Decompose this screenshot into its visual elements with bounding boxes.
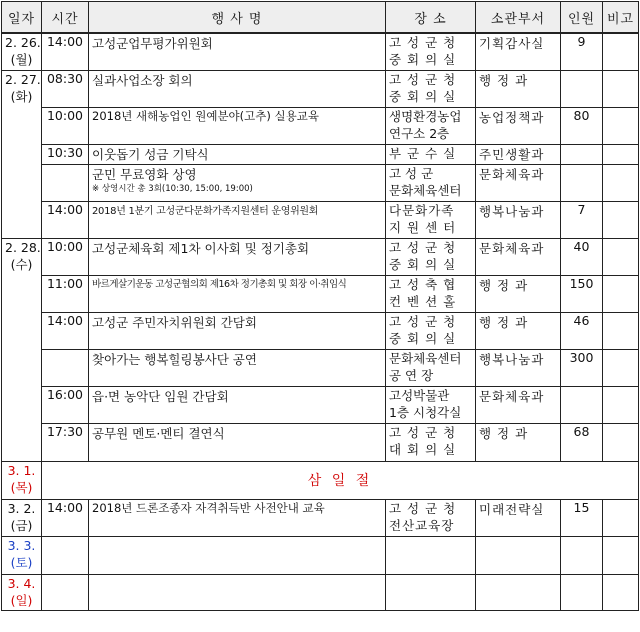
table-row: [2, 423, 639, 461]
note-cell: [603, 312, 639, 349]
venue-cell: [386, 275, 476, 312]
table-row: [2, 349, 639, 386]
count-cell: 300: [561, 349, 603, 386]
venue-line: 고 성 군 청: [389, 424, 457, 440]
time-cell: [42, 574, 89, 610]
event-cell: 이웃돕기 성금 기탁식: [89, 144, 386, 164]
date-cell: [2, 238, 42, 461]
table-row: [2, 574, 639, 610]
event-cell: 고성군체육회 제1차 이사회 및 정기총회: [89, 238, 386, 275]
venue-cell: [386, 107, 476, 144]
event-cell: [89, 574, 386, 610]
time-cell: 08:30: [42, 70, 89, 107]
note-cell: [603, 499, 639, 536]
time-cell: 17:30: [42, 423, 89, 461]
table-row: [2, 312, 639, 349]
dept-cell: 행복나눔과: [476, 201, 561, 238]
venue-line: 생명환경농업: [389, 108, 462, 124]
venue-line: 고 성 군 청: [389, 71, 457, 87]
venue-line: 지 원 센 터: [389, 219, 457, 235]
date-cell: [2, 574, 42, 610]
event-cell: [89, 536, 386, 574]
count-cell: 15: [561, 499, 603, 536]
venue-line: 중 회 의 실: [389, 88, 457, 104]
venue-cell: [386, 164, 476, 201]
venue-line: 중 회 의 실: [389, 330, 457, 346]
weekday: (일): [10, 592, 33, 608]
time-cell: 14:00: [42, 201, 89, 238]
schedule-table: [1, 1, 639, 611]
venue-line: 연구소 2층: [389, 125, 450, 141]
time-cell: 16:00: [42, 386, 89, 423]
dept-cell: 기획감사실: [476, 33, 561, 70]
weekday: (금): [10, 517, 33, 533]
note-cell: [603, 238, 639, 275]
note-cell: [603, 33, 639, 70]
dept-cell: 행 정 과: [476, 275, 561, 312]
dept-cell: [476, 536, 561, 574]
note-cell: [603, 349, 639, 386]
count-cell: 68: [561, 423, 603, 461]
table-row: [2, 164, 639, 201]
screening-note: ※ 상영시간 총 3회(10:30, 15:00, 19:00): [92, 183, 253, 194]
time-cell: 11:00: [42, 275, 89, 312]
count-cell: [561, 536, 603, 574]
note-cell: [603, 70, 639, 107]
time-cell: 14:00: [42, 33, 89, 70]
venue-line: 1층 시청각실: [389, 404, 462, 420]
count-cell: 40: [561, 238, 603, 275]
table-row: [2, 536, 639, 574]
time-cell: 14:00: [42, 499, 89, 536]
venue-cell: [386, 423, 476, 461]
venue-line: 고 성 군 청: [389, 239, 457, 255]
venue-line: 중 회 의 실: [389, 256, 457, 272]
venue-line: 전산교육장: [389, 517, 455, 533]
dept-cell: 행 정 과: [476, 423, 561, 461]
header-count: 인원: [561, 2, 603, 34]
dept-cell: 미래전략실: [476, 499, 561, 536]
dept-cell: 문화체육과: [476, 386, 561, 423]
count-cell: 46: [561, 312, 603, 349]
venue-cell: [386, 349, 476, 386]
header-venue: 장 소: [386, 2, 476, 34]
count-cell: [561, 70, 603, 107]
venue-line: 고 성 군 청: [389, 35, 457, 50]
event-cell: 읍·면 농악단 임원 간담회: [89, 386, 386, 423]
venue-cell: [386, 536, 476, 574]
dept-cell: 주민생활과: [476, 144, 561, 164]
date-cell: [2, 33, 42, 70]
dept-cell: 행 정 과: [476, 70, 561, 107]
venue-cell: [386, 386, 476, 423]
date-line: 2. 27.: [5, 71, 41, 87]
event-cell: 2018년 새해농업인 원예분야(고추) 실용교육: [89, 107, 386, 144]
count-cell: 7: [561, 201, 603, 238]
venue-cell: [386, 312, 476, 349]
date-cell: [2, 461, 42, 499]
count-cell: [561, 144, 603, 164]
event-cell: 찾아가는 행복힐링봉사단 공연: [89, 349, 386, 386]
table-row: [2, 144, 639, 164]
venue-line: 고 성 군 청: [389, 500, 457, 516]
header-event: 행 사 명: [89, 2, 386, 34]
header-note: 비고: [603, 2, 639, 34]
time-cell: [42, 536, 89, 574]
count-cell: 9: [561, 33, 603, 70]
note-cell: [603, 386, 639, 423]
table-row: [2, 386, 639, 423]
dept-cell: 행 정 과: [476, 312, 561, 349]
note-cell: [603, 164, 639, 201]
venue-line: 다문화가족: [389, 202, 455, 218]
note-cell: [603, 275, 639, 312]
date-line: 3. 1.: [7, 462, 36, 478]
weekday: (수): [10, 256, 33, 272]
date-line: 3. 2.: [7, 500, 36, 516]
note-cell: [603, 144, 639, 164]
weekday: (월): [10, 52, 33, 67]
venue-line: 고성박물관: [389, 387, 450, 403]
header-row: [2, 2, 639, 34]
count-cell: 80: [561, 107, 603, 144]
holiday-cell: 삼 일 절: [42, 461, 639, 499]
dept-cell: 문화체육과: [476, 164, 561, 201]
date-cell: [2, 499, 42, 536]
table-row: [2, 499, 639, 536]
weekday: (토): [10, 554, 33, 570]
dept-cell: 행복나눔과: [476, 349, 561, 386]
note-cell: [603, 536, 639, 574]
time-cell: 10:00: [42, 107, 89, 144]
time-cell: [42, 349, 89, 386]
table-row: [2, 70, 639, 107]
venue-cell: [386, 201, 476, 238]
venue-line: 컨 벤 션 홀: [389, 293, 457, 309]
venue-line: 고 성 군 청: [389, 313, 457, 329]
dept-cell: 문화체육과: [476, 238, 561, 275]
date-line: 2. 28.: [5, 239, 41, 255]
event-cell: 고성군업무평가위원회: [89, 33, 386, 70]
header-date: 일자: [2, 2, 42, 34]
event-title: 군민 무료영화 상영: [92, 166, 197, 182]
date-line: 3. 3.: [7, 537, 36, 553]
count-cell: 150: [561, 275, 603, 312]
venue-cell: [386, 574, 476, 610]
date-cell: [2, 536, 42, 574]
table-row: [2, 107, 639, 144]
venue-line: 고 성 축 협: [389, 276, 457, 292]
time-cell: [42, 164, 89, 201]
venue-cell: [386, 238, 476, 275]
date-cell: [2, 70, 42, 238]
header-time: 시간: [42, 2, 89, 34]
note-cell: [603, 574, 639, 610]
note-cell: [603, 201, 639, 238]
venue-line: 공 연 장: [389, 367, 434, 383]
venue-line: 문화체육센터: [389, 182, 462, 198]
venue-line: 고 성 군: [389, 165, 434, 181]
event-cell: 2018년 드론조종자 자격취득반 사전안내 교육: [89, 499, 386, 536]
dept-cell: [476, 574, 561, 610]
event-cell: 실과사업소장 회의: [89, 70, 386, 107]
count-cell: [561, 386, 603, 423]
time-cell: 14:00: [42, 312, 89, 349]
event-cell: [89, 164, 386, 201]
table-row: [2, 33, 639, 70]
time-cell: 10:30: [42, 144, 89, 164]
event-cell: 고성군 주민자치위원회 간담회: [89, 312, 386, 349]
venue-cell: [386, 499, 476, 536]
table-row: [2, 275, 639, 312]
event-cell: 바르게살기운동 고성군협의회 제16차 정기총회 및 회장 이·취임식: [89, 275, 386, 312]
event-cell: 2018년 1분기 고성군다문화가족지원센터 운영위원회: [89, 201, 386, 238]
note-cell: [603, 423, 639, 461]
venue-cell: [386, 33, 476, 70]
venue-line: 부 군 수 실: [389, 145, 457, 161]
venue-cell: [386, 144, 476, 164]
venue-cell: [386, 70, 476, 107]
table-row: [2, 461, 639, 499]
note-cell: [603, 107, 639, 144]
venue-line: 대 회 의 실: [389, 441, 457, 457]
weekday: (목): [10, 479, 33, 495]
count-cell: [561, 164, 603, 201]
weekday: (화): [10, 88, 33, 104]
table-row: [2, 201, 639, 238]
count-cell: [561, 574, 603, 610]
time-cell: 10:00: [42, 238, 89, 275]
table-row: [2, 238, 639, 275]
date-line: 2. 26.: [5, 35, 41, 50]
header-dept: 소관부서: [476, 2, 561, 34]
date-line: 3. 4.: [7, 575, 36, 591]
event-cell: 공무원 멘토·멘티 결연식: [89, 423, 386, 461]
venue-line: 중 회 의 실: [389, 52, 457, 67]
dept-cell: 농업정책과: [476, 107, 561, 144]
venue-line: 문화체육센터: [389, 350, 462, 366]
